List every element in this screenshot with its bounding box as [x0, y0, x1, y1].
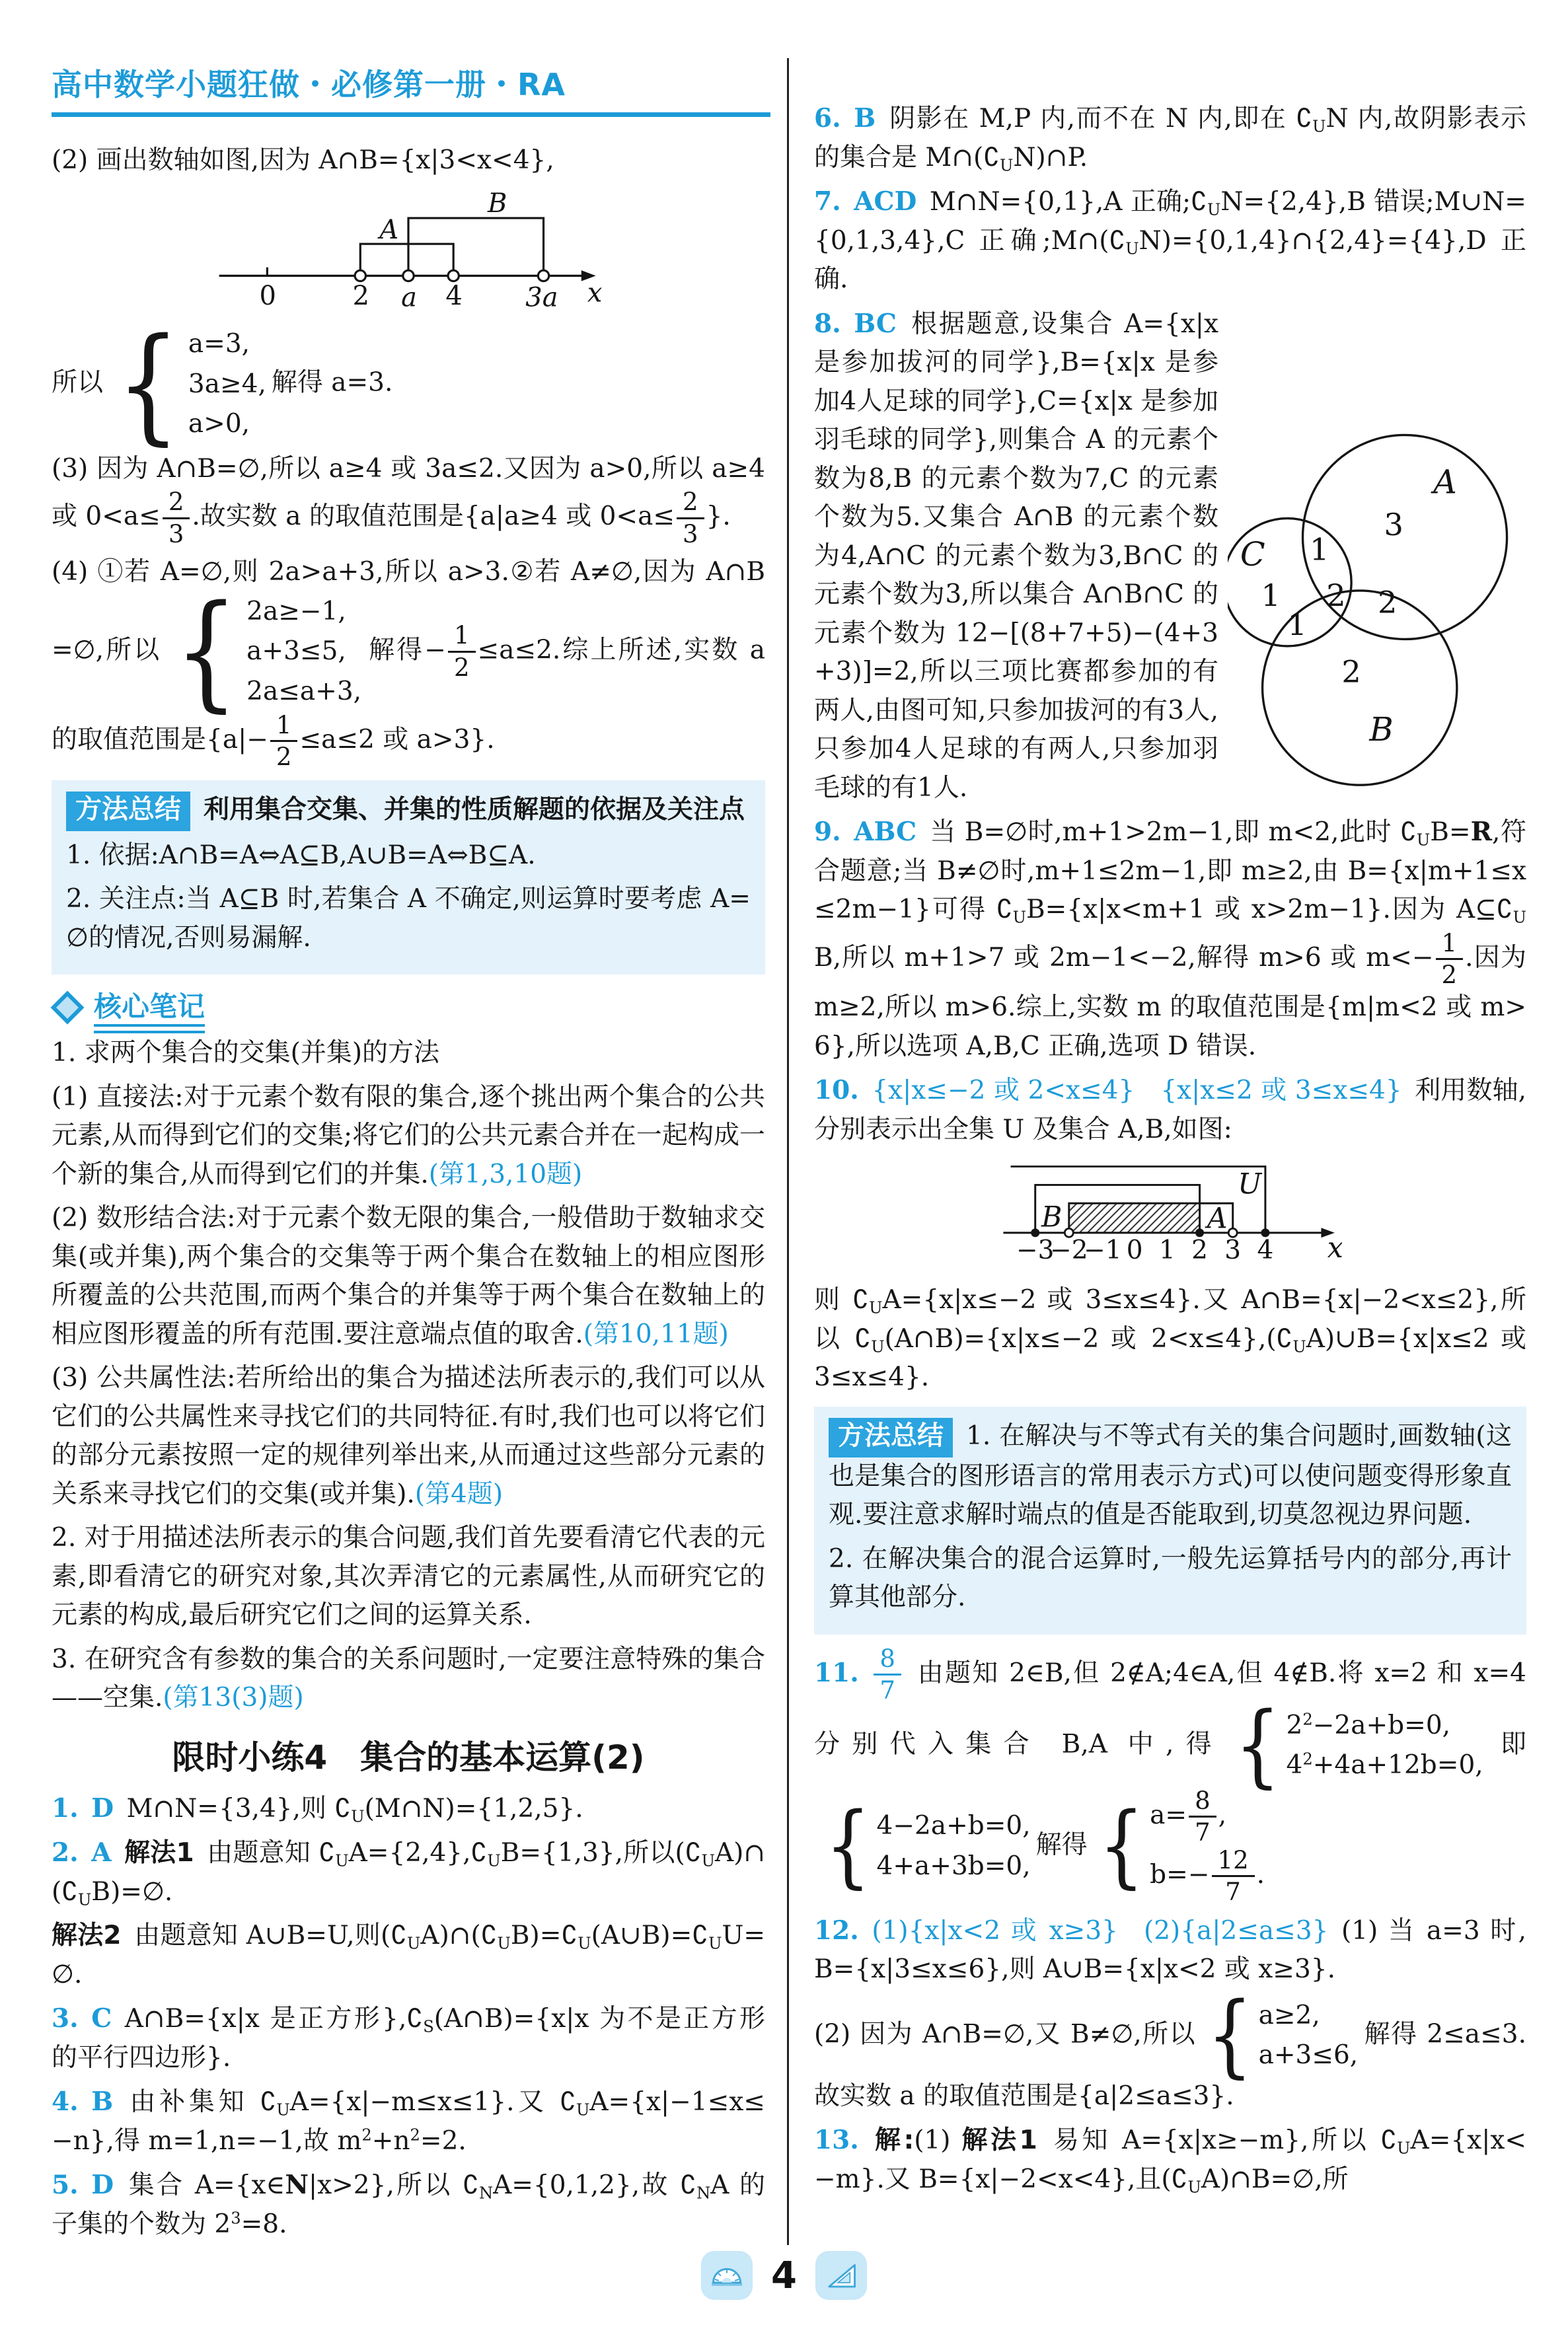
label-B: B	[487, 188, 507, 219]
summary-paragraph: 2. 关注点:当 A⊆B 时,若集合 A 不确定,则运算时要考虑 A=∅的情况,否则易漏解.	[66, 884, 751, 953]
label-A: A	[1433, 462, 1457, 501]
tick-2: 2	[352, 280, 369, 311]
paragraph: (2) 数形结合法:对于元素个数无限的集合,一般借助于数轴求交集(或并集),两个集合的交集等于两个集合在数轴上的相应图形所覆盖的公共范围,而两个集合的并集等于两个集合在数轴上的相应图形覆盖的所有范围.要注意端点值的取舍.(第10,11题)	[52, 1203, 765, 1349]
answer-label: 4. B	[52, 2086, 114, 2118]
brace: {	[1098, 1794, 1144, 1899]
tick-a: a	[401, 282, 417, 312]
equation-system: { a≥2, a+3≤6,	[1207, 1983, 1359, 2088]
hatched-region	[1069, 1204, 1200, 1234]
paragraph: 12. (1){x|x<2 或 x≥3} (2){a|2≤a≤3} (1) 当 a=3 时,B={x|3≤x≤6},则 A∪B={x|x<2 或 x≥3}.	[814, 1915, 1526, 1985]
paragraph: 6. B 阴影在 M,P 内,而不在 N 内,即在 $∁_UN$ 内,故阴影表示的集合是 $M\cap(∁_UN)\cap P$.	[814, 103, 1526, 174]
tick: 2	[1191, 1236, 1208, 1266]
fraction: $\frac{2}{3}$	[163, 488, 190, 548]
answer-label: 9. ABC	[814, 817, 917, 847]
paragraph: 5. D 集合 A={x∈N|x>2},所以 $∁_NA=\{0,1,2\}$,故 $∁_NA$ 的子集的个数为 $2^3=8$.	[52, 2170, 766, 2239]
paragraph: 11. $\frac{8}{7}$ 由题知 2∈B,但 2∉A;4∈A,但 4∉B.将 x=2 和 x=4 分别代入集合 B,A 中,得 { $2^2-2a+b=0$, $4^2+4a+12b=0$, 即 { 4−2a+b=0, 4+a+3b=0, 解得 { a= $\frac{8}{7}$ , b=− $\frac{12}{7}$ .	[814, 1644, 1526, 1907]
paragraph: 3. C A∩B={x|x 是正方形}$,∁_S(A\cap B)=\{x|x$ 为不是正方形的平行四边形}.	[52, 2003, 766, 2073]
summary-title: 利用集合交集、并集的性质解题的依据及关注点	[204, 794, 745, 825]
label-U: U	[1238, 1167, 1262, 1201]
venn-diagram-abc	[1228, 416, 1526, 794]
equation-system: { a= $\frac{8}{7}$ , b=− $\frac{12}{7}$ .	[1098, 1786, 1265, 1907]
fraction: $\frac{1}{2}$	[270, 712, 298, 771]
blue-text: (第13(3)题)	[163, 1683, 304, 1713]
triangle-ruler-icon	[815, 2251, 867, 2300]
fraction: $\frac{12}{7}$	[1212, 1847, 1255, 1906]
paragraph: (1) 直接法:对于元素个数有限的集合,逐个挑出两个集合的公共元素,从而得到它们的交集;将它们的公共元素合并在一起构成一个新的集合,从而得到它们的并集.(第1,3,10题)	[52, 1082, 765, 1189]
answer-label: 5. D	[52, 2170, 114, 2201]
paragraph: 3. 在研究含有参数的集合的关系问题时,一定要注意特殊的集合——空集.(第13(3)题)	[52, 1644, 765, 1713]
brace: {	[825, 1794, 871, 1899]
count-A-and-C: 1	[1310, 531, 1329, 568]
left-column	[52, 141, 765, 2249]
fraction: $\frac{1}{2}$	[448, 622, 476, 681]
paragraph: 则 $∁_UA=\{x|x\le-2$ 或 3≤x≤4}.又 A∩B={x|−2<x≤2},所以 $∁_U(A\cap B)=\{x|x\le-2$ 或 $2<x\le 4\},(∁_UA)\cup B=\{x|x\le 2$ 或 3≤x≤4}.	[814, 1285, 1526, 1393]
fraction: $\frac{1}{2}$	[1436, 930, 1464, 989]
count-A-only: 3	[1384, 506, 1403, 542]
numberline2-figure	[814, 1154, 1526, 1274]
tick-3a: 3a	[525, 282, 558, 312]
equation-system: { a=3, 3a≥4, a>0,	[116, 311, 266, 457]
paragraph: 2. 对于用描述法所表示的集合问题,我们首先要看清它代表的元素,即看清它的研究对象,其次弄清它的元素属性,从而研究它的元素的构成,最后研究它们之间的运算关系.	[52, 1523, 765, 1631]
equation-system: { 2a≥−1, a+3≤5, 2a≤a+3,	[174, 577, 362, 724]
axis-x-label: x	[587, 277, 603, 308]
paragraph: 10. {x|x≤−2 或 2<x≤4} {x|x≤2 或 3≤x≤4} 利用数轴,分别表示出全集 U 及集合 A,B,如图:	[814, 1075, 1526, 1144]
paragraph: 4. B 由补集知 $∁_UA=\{x|-m\le x\le 1\}$.又 $∁_UA=\{x|-1\le x\le-n\}$,得 m=1,n=−1,故 $m^2+n^2=2$.	[52, 2086, 765, 2156]
paragraph: (2) 画出数轴如图,因为 A∩B={x|3<x<4},	[52, 145, 554, 175]
core-notes-heading	[52, 985, 765, 1025]
tick-0: 0	[259, 280, 277, 311]
paragraph: (2) 因为 A∩B=∅,又 B≠∅,所以 { a≥2, a+3≤6, 解得 2≤a≤3.故实数 a 的取值范围是{a|2≤a≤3}.	[814, 1983, 1526, 2111]
page-header	[52, 61, 770, 117]
tick: 4	[1257, 1236, 1274, 1266]
axis-x-label: x	[1327, 1232, 1342, 1265]
paragraph: 2. A 解法1 由题意知 $∁_UA=\{2,4\},∁_UB=\{1,3\}$,所以$(∁_UA)\cap(∁_UB)=\emptyset$.	[52, 1837, 765, 1909]
fraction: $\frac{8}{7}$	[1189, 1787, 1216, 1847]
column-divider	[787, 58, 789, 2245]
brace: {	[174, 577, 239, 724]
method-summary-badge: 方法总结	[66, 792, 190, 831]
paragraph: 13. 解:(1) 解法1 易知 A={x|x≥−m},所以 $∁_UA=\{x|x<-m\}$.又 B={x|−2<x<4},且$(∁_UA)\cap B=\emptyset$,所	[814, 2125, 1527, 2197]
label-C: C	[1240, 535, 1265, 573]
tick: −1	[1084, 1236, 1122, 1266]
core-notes-title: 核心笔记	[94, 990, 205, 1033]
fraction: $\frac{2}{3}$	[677, 488, 704, 548]
answer-label: 11.	[814, 1657, 859, 1688]
tick: 3	[1224, 1236, 1242, 1266]
protractor-icon	[701, 2251, 753, 2300]
numberline-a-3a-diagram	[210, 186, 607, 312]
count-B-and-C: 1	[1287, 606, 1307, 642]
method-summary-box	[52, 780, 765, 975]
answer-label: 7. ACD	[814, 186, 917, 217]
tick: −2	[1050, 1236, 1088, 1266]
answer-label: 10.	[814, 1075, 859, 1106]
numberline-u-a-b-diagram	[998, 1154, 1342, 1268]
bold-text: 解法2	[52, 1921, 122, 1951]
blue-text	[872, 1644, 903, 1705]
numberline1-figure	[52, 186, 765, 318]
page-number: 4	[771, 2254, 797, 2297]
answer-label: 1. D	[52, 1792, 114, 1824]
tick: 0	[1126, 1236, 1143, 1266]
paragraph: (3) 因为 A∩B=∅,所以 a≥4 或 3a≤2.又因为 a>0,所以 a≥4 或 0<a≤ $\frac{2}{3}$ .故实数 a 的取值范围是{a|a≥4 或 0<a≤ $\frac{2}{3}$ }.	[52, 453, 765, 548]
bold-text: N	[285, 2170, 309, 2201]
paragraph: A 3 C 1 1 2 2 1 2 B 8. BC 根据题意,设集合 A={x|x 是参加拔河的同学},B={x|x 是参加4人足球的同学},C={x|x 是参加羽毛球的同学},则集合 A 的元素个数为8,B 的元素个数为7,C 的元素个数为5.又集合 A∩B 的元素个数为4,A∩C 的元素个数为3,B∩C 的元素个数为3,所以集合 A∩B∩C 的元素个数为 12−[(8+7+5)−(4+3+3)]=2,所以三项比赛都参加的有两人,由图可知,只参加拔河的有3人,只参加4人足球的有两人,只参加羽毛球的有1人.	[814, 305, 1526, 808]
answer-label: 8. BC	[814, 308, 897, 339]
count-C-only: 1	[1261, 577, 1281, 613]
equation-system: { 4−2a+b=0, 4+a+3b=0,	[825, 1794, 1031, 1899]
blue-text: (第4题)	[414, 1479, 504, 1509]
blue-text: (1){x|x<2 或 x≥3} (2){a|2≤a≤3}	[872, 1915, 1329, 1946]
tick: −3	[1016, 1236, 1055, 1266]
paragraph: (4) ①若 A=∅,则 2a>a+3,所以 a>3.②若 A≠∅,因为 A∩B=∅,所以 { 2a≥−1, a+3≤5, 2a≤a+3, 解得− $\frac{1}{2}$ ≤a≤2.综上所述,实数 a 的取值范围是{a|− $\frac{1}{2}$ ≤a≤2 或 a>3}.	[52, 557, 765, 772]
blue-text: (第10,11题)	[583, 1319, 729, 1349]
tick: 1	[1158, 1236, 1176, 1266]
bold-text: R	[1470, 817, 1493, 847]
paragraph: 1. 求两个集合的交集(并集)的方法	[52, 1038, 440, 1068]
method-summary-badge: 方法总结	[829, 1418, 953, 1458]
paragraph: 解法2 由题意知 A∪B=U,则$(∁_UA)\cap(∁_UB)=∁_U(A\cup B)=∁_UU=\emptyset$.	[52, 1921, 765, 1989]
blue-text: (第1,3,10题)	[428, 1159, 583, 1189]
summary-first-line	[66, 791, 751, 831]
summary-paragraph: 2. 在解决集合的混合运算时,一般先运算括号内的部分,再计算其他部分.	[829, 1543, 1512, 1613]
tick-4: 4	[445, 280, 463, 311]
count-B-only: 2	[1341, 653, 1361, 690]
label-B: B	[1041, 1201, 1063, 1235]
answer-label: 6. B	[814, 103, 876, 133]
paragraph: 7. ACD M∩N={0,1},A 正确$;∁_UN=\{2,4\},B$ 错误;M∪N={0,1,3,4},C 正确$;M\cap(∁_UN)=\{0,1,4\}\cap\{2,4\}=\{4\},D$ 正确.	[814, 186, 1526, 294]
diamond-icon	[51, 991, 85, 1025]
label-A: A	[379, 214, 399, 245]
count-A-B-C: 2	[1326, 577, 1346, 613]
section-heading: 限时小练4 集合的基本运算(2)	[172, 1738, 645, 1777]
blue-text: {x|x≤−2 或 2<x≤4} {x|x≤2 或 3≤x≤4}	[872, 1076, 1402, 1106]
paragraph: 9. ABC 当 B=∅时,m+1>2m−1,即 m<2,此时 $∁_UB=R$,符合题意;当 B≠∅时,m+1≤2m−1,即 m≥2,由 B={x|m+1≤x≤2m−1}可得 $∁_UB=\{x|x<m+1$ 或 x>2m−1}.因为 $A⊆∁_UB$,所以 m+1>7 或 2m−1<−2,解得 m>6 或 m<− $\frac{1}{2}$ .因为 m≥2,所以 m>6.综上,实数 m 的取值范围是{m|m<2 或 m>6},所以选项 A,B,C 正确,选项 D 错误.	[814, 817, 1527, 1061]
label-A: A	[1207, 1202, 1228, 1236]
right-column	[814, 99, 1526, 2204]
paragraph: 1. D M∩N={3,4},则 $∁_U(M\cap N)=\{1,2,5\}$.	[52, 1792, 583, 1826]
method-summary-box	[814, 1407, 1526, 1635]
equation-system: { $2^2-2a+b=0$, $4^2+4a+12b=0$,	[1234, 1693, 1483, 1798]
answer-label: 12.	[814, 1915, 859, 1946]
summary-paragraph: 1. 依据:A∩B=A⇔A⊆B,A∪B=A⇔B⊆A.	[66, 840, 536, 870]
bold-text: 解法1	[124, 1838, 194, 1868]
brace: {	[1234, 1693, 1281, 1798]
fraction: $\frac{8}{7}$	[874, 1645, 901, 1705]
bold-text: 解法1	[961, 2125, 1037, 2156]
brace: {	[1207, 1983, 1253, 2088]
book-title: 高中数学小题狂做・必修第一册・RA	[52, 67, 566, 102]
answer-label: 13.	[814, 2125, 859, 2156]
page-footer	[0, 2251, 1568, 2300]
answer-label: 3. C	[52, 2003, 112, 2034]
header-rule	[52, 112, 770, 117]
summary-first-line: 方法总结 1. 在解决与不等式有关的集合问题时,画数轴(这也是集合的图形语言的常用表示方式)可以使问题变得形象直观.要注意求解时端点的值是否能取到,切莫忽视边界问题.	[829, 1417, 1512, 1535]
paragraph: (3) 公共属性法:若所给出的集合为描述法所表示的,我们可以从它们的公共属性来寻找它们的共同特征.有时,我们也可以将它们的部分元素按照一定的规律列举出来,从而通过这些部分元素的关系来寻找它们的交集(或并集).(第4题)	[52, 1363, 765, 1509]
count-A-and-B: 2	[1378, 584, 1398, 620]
answer-label: 2. A	[52, 1837, 112, 1868]
brace: {	[116, 311, 180, 457]
paragraph: 所以 { a=3, 3a≥4, a>0, 解得 a=3.	[52, 311, 393, 457]
bold-text: 解:	[872, 2125, 915, 2156]
venn-figure	[1228, 416, 1526, 805]
label-B: B	[1369, 710, 1394, 749]
